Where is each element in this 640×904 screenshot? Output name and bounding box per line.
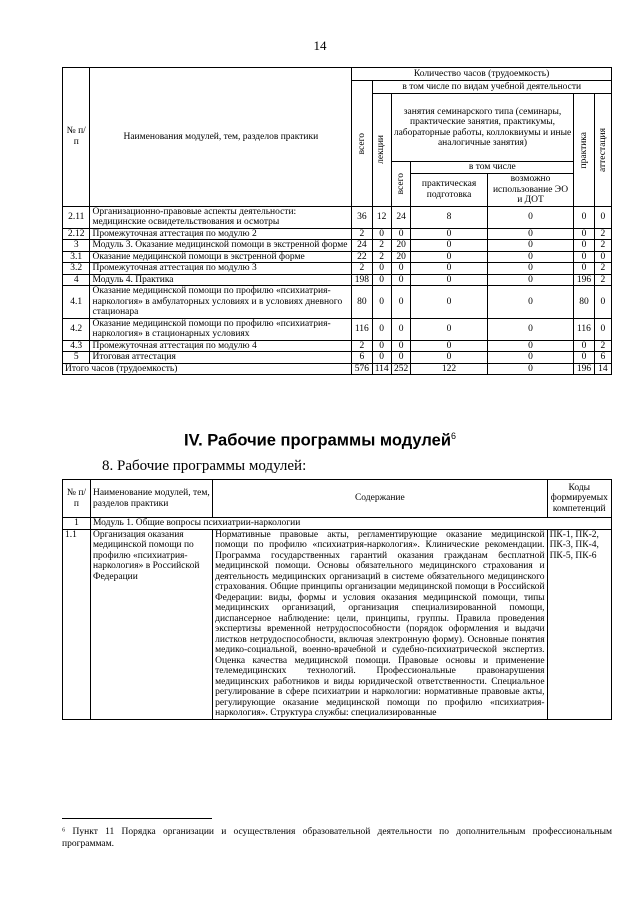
cell-sem: 20 [391, 240, 411, 252]
cell-name: Промежуточная аттестация по модулю 4 [90, 340, 352, 352]
cell-prac: 8 [411, 206, 487, 228]
cell-name: Модуль 3. Оказание медицинской помощи в экстренной форме [90, 240, 352, 252]
cell-pr: 0 [574, 206, 594, 228]
cell-num: 3.1 [63, 251, 90, 263]
header-total: всего [352, 81, 372, 207]
cell-att: 2 [594, 228, 611, 240]
cell-name: Итоговая аттестация [90, 352, 352, 364]
cell-lect: 12 [372, 206, 391, 228]
cell-lect: 0 [372, 286, 391, 319]
cell-num: 3 [63, 240, 90, 252]
header-name: Наименования модулей, тем, разделов практики [90, 68, 352, 207]
cell-sem: 20 [391, 251, 411, 263]
cell-eo: 0 [487, 318, 574, 340]
cell-pr: 80 [574, 286, 594, 319]
cell-pr: 0 [574, 352, 594, 364]
header-name: Наименование модулей, тем, разделов практики [90, 480, 212, 518]
total-prac: 122 [411, 363, 487, 375]
cell-lect: 0 [372, 352, 391, 364]
footnote-separator [62, 818, 212, 819]
cell-num: 2.12 [63, 228, 90, 240]
cell-lect: 2 [372, 251, 391, 263]
cell-pr: 0 [574, 263, 594, 275]
total-eo: 0 [487, 363, 574, 375]
cell-total: 6 [352, 352, 372, 364]
total-label: Итого часов (трудоемкость) [63, 363, 352, 375]
row-num: 1.1 [63, 529, 91, 719]
total-pr: 196 [574, 363, 594, 375]
row-content: Нормативные правовые акты, регламентирующие оказание медицинской помощи по профилю «психиатрия-наркология». Клинические рекомендации. Программа государственных гарантий оказания гражданам бесплатной медицинской помощи. Основы обязательного медицинского страхования и деятельность медицинских организаций в системе обязательного медицинского страхования. Общие принципы организации медицинской помощи в Российской Федерации: виды, формы и условия оказания медицинской помощи, типы медицинских организаций, организация специализированной помощи, диспансерное наблюдение: цели, принципы, группы. Правила проведения экспертизы временной нетрудоспособности (порядок оформления и выдачи листков нетрудоспособности, включая электронную форму). Основные понятия медико-социальной, военно-врачебной и судебно-психиатрической экспертиз. Оценка качества медицинской помощи. Правовые основы и применение телемедицинских технологий. Профессиональные правонарушения медицинских работников и виды юридической ответственности. Специальное регулирование в сфере психиатрии и наркологии: нормативные правовые акты, регулирующие оказание медицинской помощи по профилю «психиатрия-наркология». Структура службы: специализированные [213, 529, 547, 719]
cell-num: 4 [63, 274, 90, 286]
cell-name: Модуль 4. Практика [90, 274, 352, 286]
cell-sem: 0 [391, 340, 411, 352]
cell-att: 2 [594, 340, 611, 352]
cell-eo: 0 [487, 263, 574, 275]
module-num: 1 [63, 518, 91, 530]
cell-total: 198 [352, 274, 372, 286]
header-by-type: в том числе по видам учебной деятельности [372, 81, 611, 94]
table-row [63, 286, 612, 319]
cell-prac: 0 [411, 318, 487, 340]
table-row [63, 228, 612, 240]
cell-name: Организационно-правовые аспекты деятельности: медицинские освидетельствования и осмотры [90, 206, 352, 228]
cell-total: 2 [352, 340, 372, 352]
total-sem: 252 [391, 363, 411, 375]
cell-sem: 0 [391, 286, 411, 319]
cell-prac: 0 [411, 352, 487, 364]
cell-lect: 0 [372, 274, 391, 286]
cell-att: 0 [594, 251, 611, 263]
total-lect: 114 [372, 363, 391, 375]
total-row [63, 363, 612, 375]
cell-num: 2.11 [63, 206, 90, 228]
header-sem-total: всего [391, 162, 411, 207]
total-total: 576 [352, 363, 372, 375]
cell-eo: 0 [487, 352, 574, 364]
cell-prac: 0 [411, 240, 487, 252]
table-row [63, 251, 612, 263]
cell-lect: 0 [372, 318, 391, 340]
cell-eo: 0 [487, 251, 574, 263]
cell-eo: 0 [487, 340, 574, 352]
cell-att: 2 [594, 263, 611, 275]
header-practical: практическая подготовка [411, 174, 487, 207]
table-row [63, 206, 612, 228]
cell-lect: 0 [372, 228, 391, 240]
cell-pr: 0 [574, 340, 594, 352]
cell-eo: 0 [487, 240, 574, 252]
cell-lect: 0 [372, 340, 391, 352]
cell-num: 4.2 [63, 318, 90, 340]
cell-eo: 0 [487, 286, 574, 319]
cell-sem: 0 [391, 274, 411, 286]
cell-att: 2 [594, 240, 611, 252]
table-row [63, 240, 612, 252]
cell-total: 2 [352, 228, 372, 240]
cell-sem: 0 [391, 263, 411, 275]
cell-prac: 0 [411, 263, 487, 275]
cell-lect: 0 [372, 263, 391, 275]
cell-num: 4.1 [63, 286, 90, 319]
cell-name: Оказание медицинской помощи по профилю «психиатрия-наркология» в стационарных условиях [90, 318, 352, 340]
table-row [63, 352, 612, 364]
cell-total: 80 [352, 286, 372, 319]
cell-total: 24 [352, 240, 372, 252]
cell-pr: 0 [574, 240, 594, 252]
footnote: ⁶ Пункт 11 Порядка организации и осуществления образовательной деятельности по дополнительным профессиональным программам. [62, 827, 612, 849]
header-hours: Количество часов (трудоемкость) [352, 68, 612, 81]
cell-num: 3.2 [63, 263, 90, 275]
cell-num: 4.3 [63, 340, 90, 352]
cell-prac: 0 [411, 228, 487, 240]
cell-prac: 0 [411, 286, 487, 319]
header-codes: Коды формируемых компетенций [547, 480, 611, 518]
subsection-title: 8. Рабочие программы модулей: [102, 458, 307, 474]
cell-sem: 24 [391, 206, 411, 228]
cell-att: 0 [594, 318, 611, 340]
table-row [63, 263, 612, 275]
cell-pr: 116 [574, 318, 594, 340]
cell-prac: 0 [411, 340, 487, 352]
header-content: Содержание [213, 480, 547, 518]
section-title: IV. Рабочие программы модулей$^6$ [184, 431, 456, 450]
cell-prac: 0 [411, 274, 487, 286]
cell-num: 5 [63, 352, 90, 364]
cell-total: 2 [352, 263, 372, 275]
page-number: 14 [313, 38, 327, 53]
cell-att: 6 [594, 352, 611, 364]
cell-sem: 0 [391, 228, 411, 240]
header-num: № п/п [63, 68, 90, 207]
total-att: 14 [594, 363, 611, 375]
cell-name: Промежуточная аттестация по модулю 2 [90, 228, 352, 240]
cell-total: 36 [352, 206, 372, 228]
cell-eo: 0 [487, 228, 574, 240]
cell-att: 0 [594, 286, 611, 319]
footnote-mark: 6 [450, 431, 456, 441]
cell-pr: 196 [574, 274, 594, 286]
cell-att: 2 [594, 274, 611, 286]
header-practice: практика [574, 94, 594, 207]
cell-name: Оказание медицинской помощи в экстренной форме [90, 251, 352, 263]
header-num: № п/п [63, 480, 91, 518]
table-row [63, 318, 612, 340]
cell-prac: 0 [411, 251, 487, 263]
cell-name: Оказание медицинской помощи по профилю «психиатрия-наркология» в амбулаторных условиях и в условиях дневного стационара [90, 286, 352, 319]
header-lectures: лекции [372, 94, 391, 207]
cell-total: 116 [352, 318, 372, 340]
hours-table [62, 67, 612, 375]
row-name: Организация оказания медицинской помощи по профилю «психиатрия-наркология» в Российской Федерации [90, 529, 212, 719]
table-row [63, 340, 612, 352]
cell-total: 22 [352, 251, 372, 263]
cell-name: Промежуточная аттестация по модулю 3 [90, 263, 352, 275]
header-incl: в том числе [411, 162, 574, 174]
cell-pr: 0 [574, 228, 594, 240]
cell-lect: 2 [372, 240, 391, 252]
header-attestation: аттестация [594, 94, 611, 207]
cell-sem: 0 [391, 352, 411, 364]
table-row [63, 274, 612, 286]
programs-table [62, 479, 612, 720]
header-eo-dot: возможно использование ЭО и ДОТ [487, 174, 574, 207]
cell-eo: 0 [487, 206, 574, 228]
module-title: Модуль 1. Общие вопросы психиатрии-наркологии [90, 518, 611, 530]
row-codes: ПК-1, ПК-2, ПК-3, ПК-4, ПК-5, ПК-6 [547, 529, 611, 719]
cell-att: 0 [594, 206, 611, 228]
cell-sem: 0 [391, 318, 411, 340]
cell-eo: 0 [487, 274, 574, 286]
cell-pr: 0 [574, 251, 594, 263]
header-seminars: занятия семинарского типа (семинары, практические занятия, практикумы, лабораторные работы, коллоквиумы и иные аналогичные занятия) [391, 94, 574, 162]
